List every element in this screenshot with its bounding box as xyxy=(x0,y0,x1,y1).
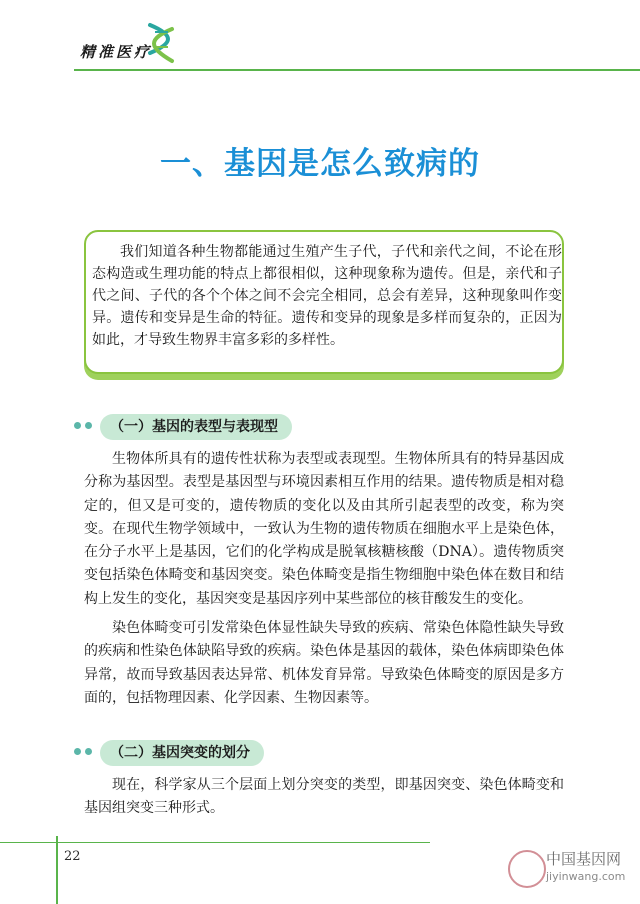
section-1-paragraph-2: 染色体畸变可引发常染色体显性缺失导致的疾病、常染色体隐性缺失导致的疾病和性染色体缺陷导致的疾病。染色体是基因的载体，染色体病即染色体异常，故而导致基因表达异常、机体发育异常。导致染色体畸变的原因是多方面的，包括物理因素、化学因素、生物因素等。 xyxy=(84,620,564,706)
section-heading-label: （二）基因突变的划分 xyxy=(100,740,264,766)
intro-paragraph: 我们知道各种生物都能通过生殖产生子代，子代和亲代之间，不论在形态构造或生理功能的特点上都很相似，这种现象称为遗传。但是，亲代和子代之间、子代的各个个体之间不会完全相同，总会有差异，这种现象叫作变异。遗传和变异是生命的特征。遗传和变异的现象是多样而复杂的，正因为如此，才导致生物界丰富多彩的多样性。 xyxy=(92,244,562,348)
header-title: 精准医疗 xyxy=(80,43,153,61)
section-2-paragraph-1: 现在，科学家从三个层面上划分突变的类型，即基因突变、染色体畸变和基因组突变三种形式。 xyxy=(84,777,564,817)
watermark-logo-icon xyxy=(508,850,546,888)
site-watermark xyxy=(508,846,636,898)
page-number: 22 xyxy=(64,849,81,864)
section-1-paragraph-1: 生物体所具有的遗传性状称为表型或表现型。生物体所具有的特异基因成分称为基因型。表型是基因型与环境因素相互作用的结果。遗传物质是相对稳定的，但又是可变的，遗传物质的变化以及由其所引起表型的改变，称为突变。在现代生物学领域中，一致认为生物的遗传物质在细胞水平上是染色体，在分子水平上是基因，它们的化学构成是脱氧核糖核酸（DNA）。遗传物质突变包括染色体畸变和基因突变。染色体畸变是指生物细胞中染色体在数目和结构上发生的变化，基因突变是基因序列中某些部位的核苷酸发生的变化。 xyxy=(84,451,564,607)
footer-rule xyxy=(0,842,430,843)
dna-icon xyxy=(144,21,180,65)
watermark-url: jiyinwang.com xyxy=(546,870,626,883)
footer-vertical-rule xyxy=(56,836,58,904)
chapter-title: 一、基因是怎么致病的 xyxy=(160,146,480,182)
header-rule xyxy=(74,69,640,71)
section-heading-label: （一）基因的表型与表现型 xyxy=(100,414,292,440)
watermark-name: 中国基因网 xyxy=(546,850,622,868)
